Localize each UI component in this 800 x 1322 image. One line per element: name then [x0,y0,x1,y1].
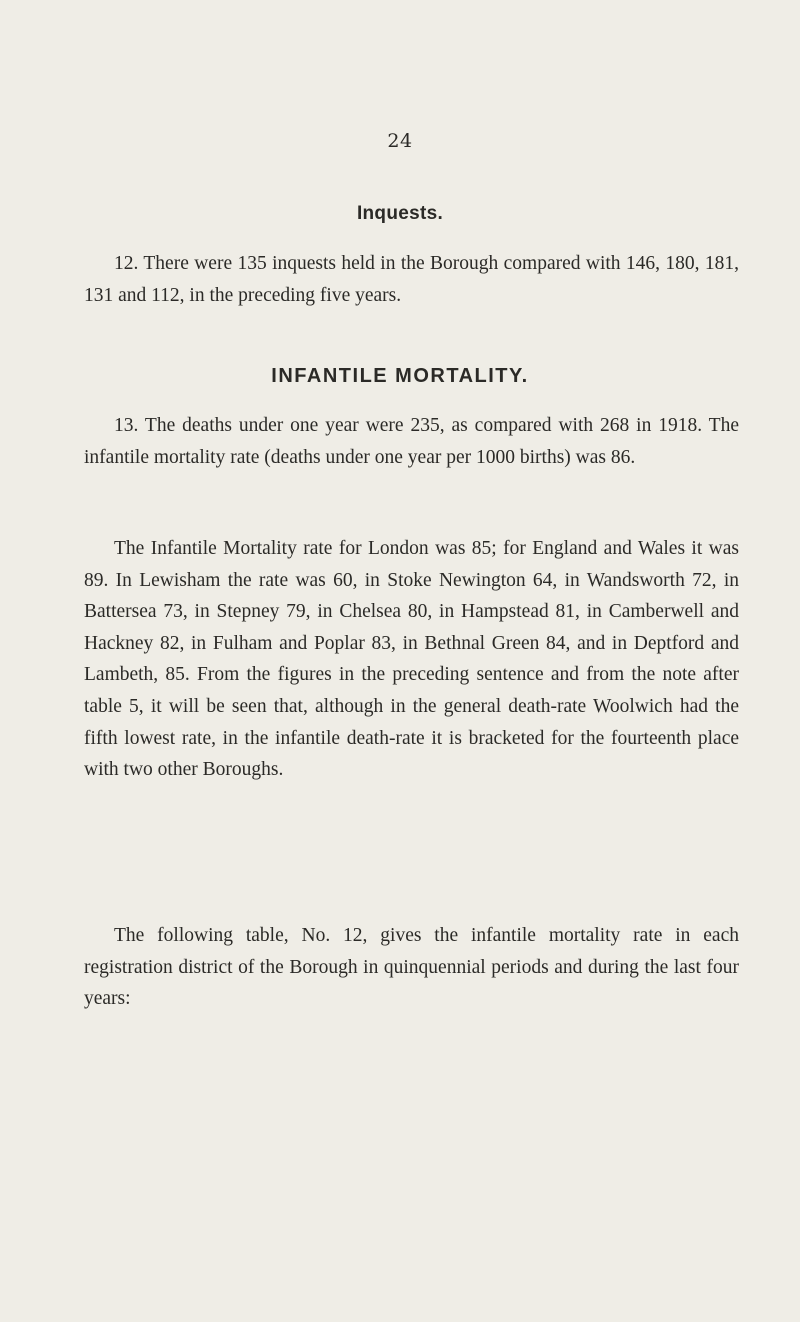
table-intro-paragraph: The following table, No. 12, gives the infantile mortality rate in each registration district of the Borough in quinquennial periods and during the last four years: [84,925,739,1010]
infantile-deaths-paragraph: 13. The deaths under one year were 235, as compared with 268 in 1918. The infantile mortality rate (deaths under one year per 1000 births) was 86. [84,415,739,468]
infantile-mortality-heading: INFANTILE MORTALITY. [271,365,529,387]
page-number: 24 [387,130,413,152]
infantile-rate-comparison-paragraph: The Infantile Mortality rate for London was 85; for England and Wales it was 89. In Lewisham the rate was 60, in Stoke Newington 64, in Wandsworth 72, in Battersea 73, in Stepney 79, in Chelsea 80, in Hampstead 81, in Camberwell and Hackney 82, in Fulham and Poplar 83, in Bethnal Green 84, and in Deptford and Lambeth, 85. From the figures in the preceding sentence and from the note after table 5, it will be seen that, although in the general death-rate Woolwich had the fifth lowest rate, in the infantile death-rate it is bracketed for the fourteenth place with two other Boroughs. [84,538,739,781]
inquests-heading: Inquests. [356,203,444,224]
inquests-paragraph: 12. There were 135 inquests held in the Borough compared with 146, 180, 181, 131 and 112, in the preceding five years. [84,253,739,306]
